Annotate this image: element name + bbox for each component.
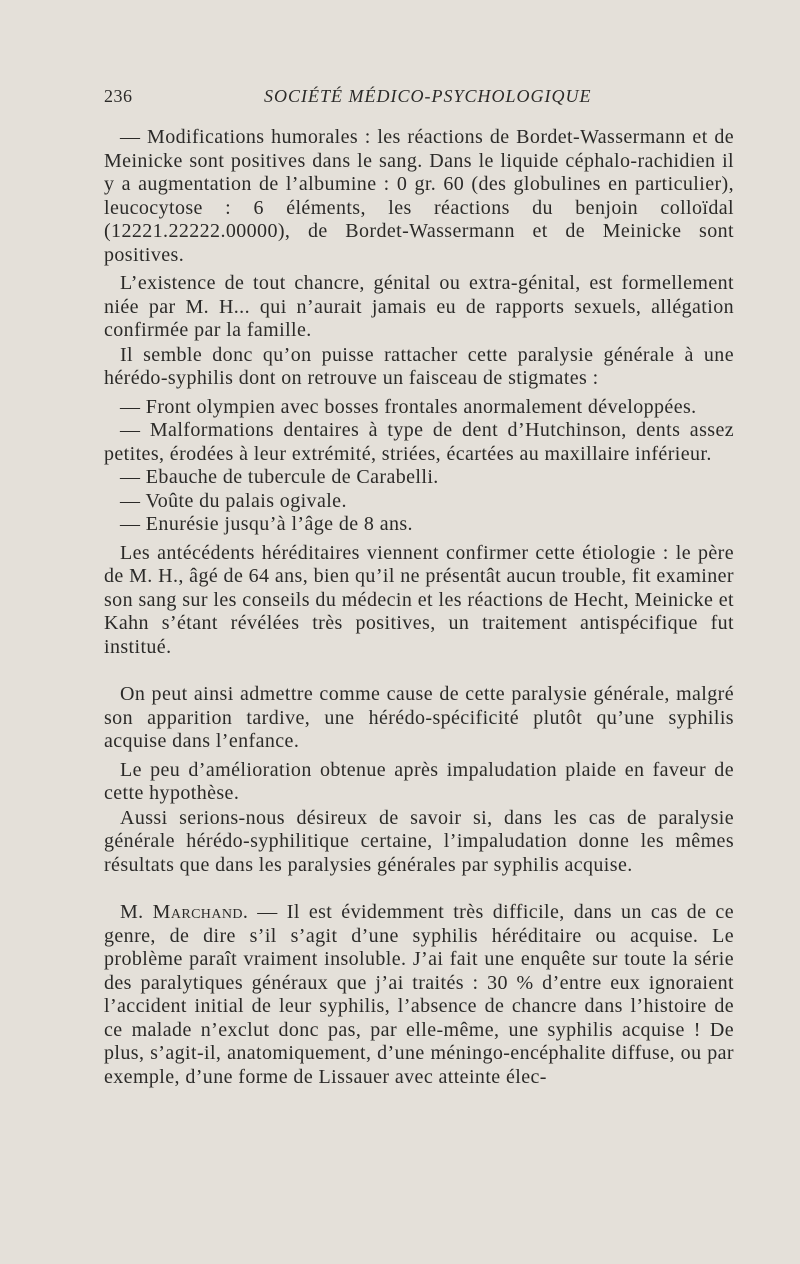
paragraph-heredo-syphilis: Il semble donc qu’on puisse rattacher cette paralysie générale à une hérédo-syphilis dont on retrouve un faisceau de stigmates : <box>104 343 734 389</box>
stigma-item: — Ebauche de tubercule de Carabelli. <box>120 466 439 488</box>
paragraph-hereditary-history: Les antécédents héréditaires viennent confirmer cette étiologie : le père de M. H., âgé de 64 ans, bien qu’il ne présentât aucun trouble, fit examiner son sang sur les conseils du médecin et les réactions de Hecht, Meinicke et Kahn s’étant révélées très positives, un traitement antispécifique fut institué. <box>104 541 734 658</box>
page-number: 236 <box>104 86 133 106</box>
discussion-paragraph <box>104 901 734 1089</box>
stigma-item: — Voûte du palais ogivale. <box>120 489 347 512</box>
speaker-name: M. Marchand. <box>120 901 249 923</box>
paragraph-chancre: L’existence de tout chancre, génital ou extra-génital, est formellement niée par M. H... qui n’aurait jamais eu de rapports sexuels, allégation confirmée par la famille. <box>104 272 734 341</box>
running-head: SOCIÉTÉ MÉDICO-PSYCHOLOGIQUE <box>264 86 592 106</box>
stigma-item: — Enurésie jusqu’à l’âge de 8 ans. <box>120 513 413 535</box>
paragraph-impaludation: Le peu d’amélioration obtenue après impaludation plaide en faveur de cette hypothèse. <box>104 758 734 804</box>
body-text <box>104 126 734 1089</box>
paragraph-humoral-changes: — Modifications humorales : les réactions de Bordet-Wassermann et de Meinicke sont positives dans le sang. Dans le liquide céphalo-rachidien il y a augmentation de l’albumine : 0 gr. 60 (des globulines en particulier), leucocytose : 6 éléments, les réactions du benjoin colloïdal (12221.22222.00000), de Bordet-Wassermann et de Meinicke sont positives. <box>104 126 734 266</box>
discussion-text: — Il est évidemment très difficile, dans un cas de ce genre, de dire s’il s’agit d’une syphilis héréditaire ou acquise. Le problème paraît vraiment insoluble. J’ai fait une enquête sur toute la série des paralytiques généraux que j’ai traités : 30 % d’entre eux ignoraient l’accident initial de leur syphilis, l’absence de chancre dans l’histoire de ce malade n’exclut donc pas, par elle-même, une syphilis acquise ! De plus, s’agit-il, anatomiquement, d’une méningo-encéphalite diffuse, ou par exemple, d’une forme de Lissauer avec atteinte élec- <box>104 901 734 1088</box>
paragraph-question: Aussi serions-nous désireux de savoir si, dans les cas de paralysie générale hérédo-syphilitique certaine, l’impaludation donne les mêmes résultats que dans les paralysies générales par syphilis acquise. <box>104 806 734 876</box>
stigma-item: — Front olympien avec bosses frontales anormalement développées. <box>120 395 697 418</box>
paragraph-conclusion: On peut ainsi admettre comme cause de cette paralysie générale, malgré son apparition tardive, une hérédo-spécificité plutôt qu’une syphilis acquise dans l’enfance. <box>104 683 734 752</box>
page-header <box>104 86 734 112</box>
stigma-item: — Malformations dentaires à type de dent d’Hutchinson, dents assez petites, érodées à leur extrémité, striées, écartées au maxillaire inférieur. <box>104 419 734 465</box>
